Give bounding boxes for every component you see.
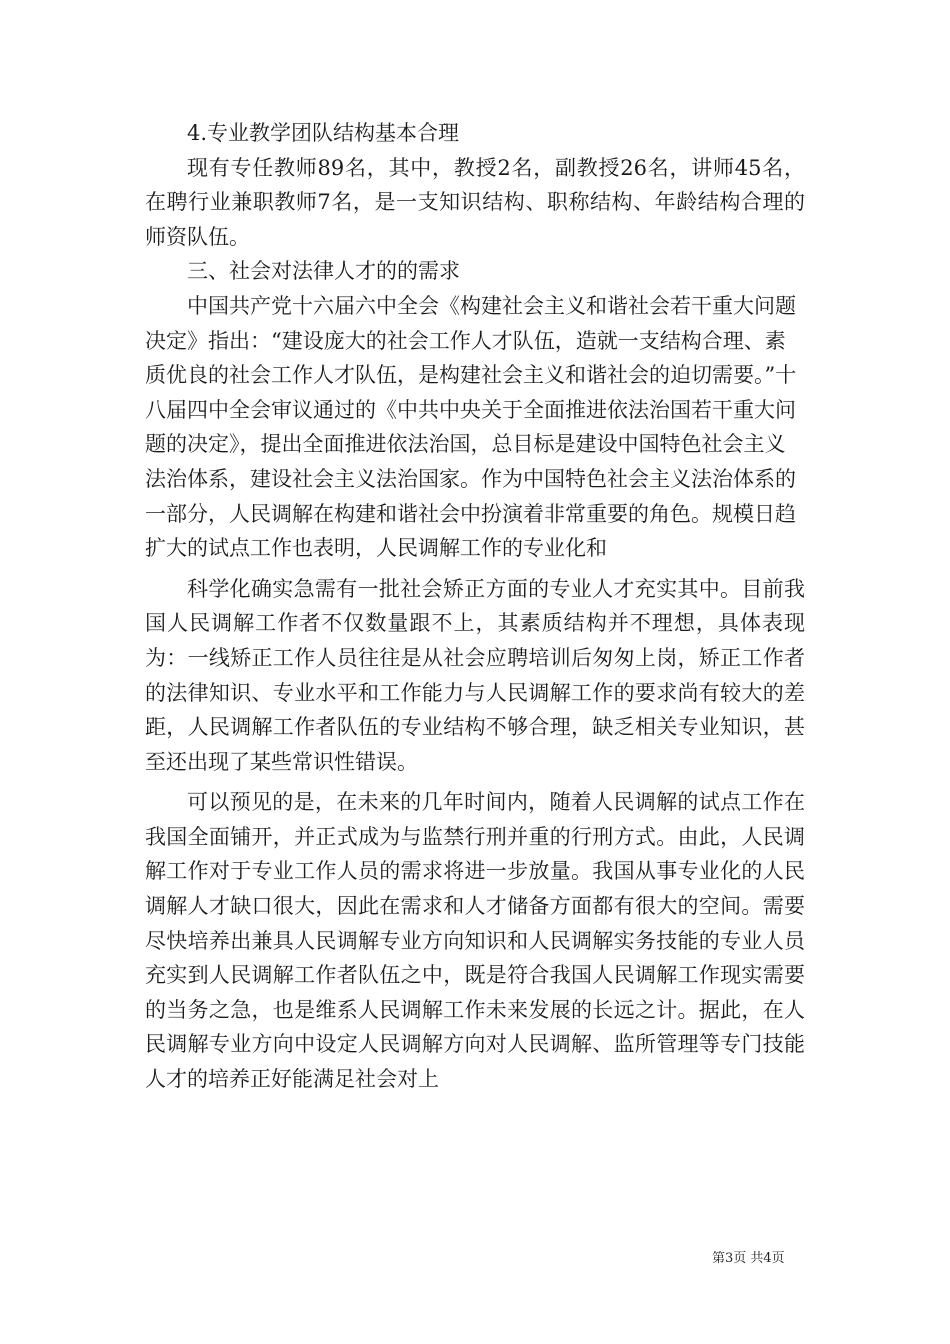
paragraph-future-outlook: 可以预见的是，在未来的几年时间内，随着人民调解的试点工作在我国全面铺开，并正式成为与监禁行刑并重的行刑方式。由此，人民调解工作对于专业工作人员的需求将进一步放量。我国从事专业化的人民调解人才缺口很大，因此在需求和人才储备方面都有很大的空间。需要尽快培养出兼具人民调解专业方向知识和人民调解实务技能的专业人员充实到人民调解工作者队伍之中，既是符合我国人民调解工作现实需要的当务之急，也是维系人民调解工作未来发展的长远之计。据此，在人民调解专业方向中设定人民调解方向对人民调解、监所管理等专门技能人才的培养正好能满足社会对上 xyxy=(145,790,805,1092)
page-number: 第3页 共4页 xyxy=(712,1251,785,1266)
section-heading-legal-talent-demand: 三、社会对法律人才的的需求 xyxy=(187,259,460,284)
section-heading-teaching-team: 4.专业教学团队结构基本合理 xyxy=(187,121,460,145)
document-body xyxy=(145,116,805,1097)
paragraph-current-situation: 科学化确实急需有一批社会矫正方面的专业人才充实其中。目前我国人民调解工作者不仅数量跟不上，其素质结构并不理想，具体表现为：一线矫正工作人员往往是从社会应聘培训后匆匆上岗，矫正工作者的法律知识、专业水平和工作能力与人民调解工作的要求尚有较大的差距，人民调解工作者队伍的专业结构不够合理，缺乏相关专业知识，甚至还出现了某些常识性错误。 xyxy=(145,576,805,774)
paragraph-policy-context: 中国共产党十六届六中全会《构建社会主义和谐社会若干重大问题决定》指出：“建设庞大的社会工作人才队伍，造就一支结构合理、素质优良的社会工作人才队伍，是构建社会主义和谐社会的迫切需要。”十八届四中全会审议通过的《中共中央关于全面推进依法治国若干重大问题的决定》，提出全面推进依法治国，总目标是建设中国特色社会主义法治体系，建设社会主义法治国家。作为中国特色社会主义法治体系的一部分，人民调解在构建和谐社会中扮演着非常重要的角色。规模日趋扩大的试点工作也表明，人民调解工作的专业化和 xyxy=(145,293,797,561)
paragraph-faculty: 现有专任教师89名，其中，教授2名，副教授26名，讲师45名，在聘行业兼职教师7名，是一支知识结构、职称结构、年龄结构合理的师资队伍。 xyxy=(145,155,805,249)
